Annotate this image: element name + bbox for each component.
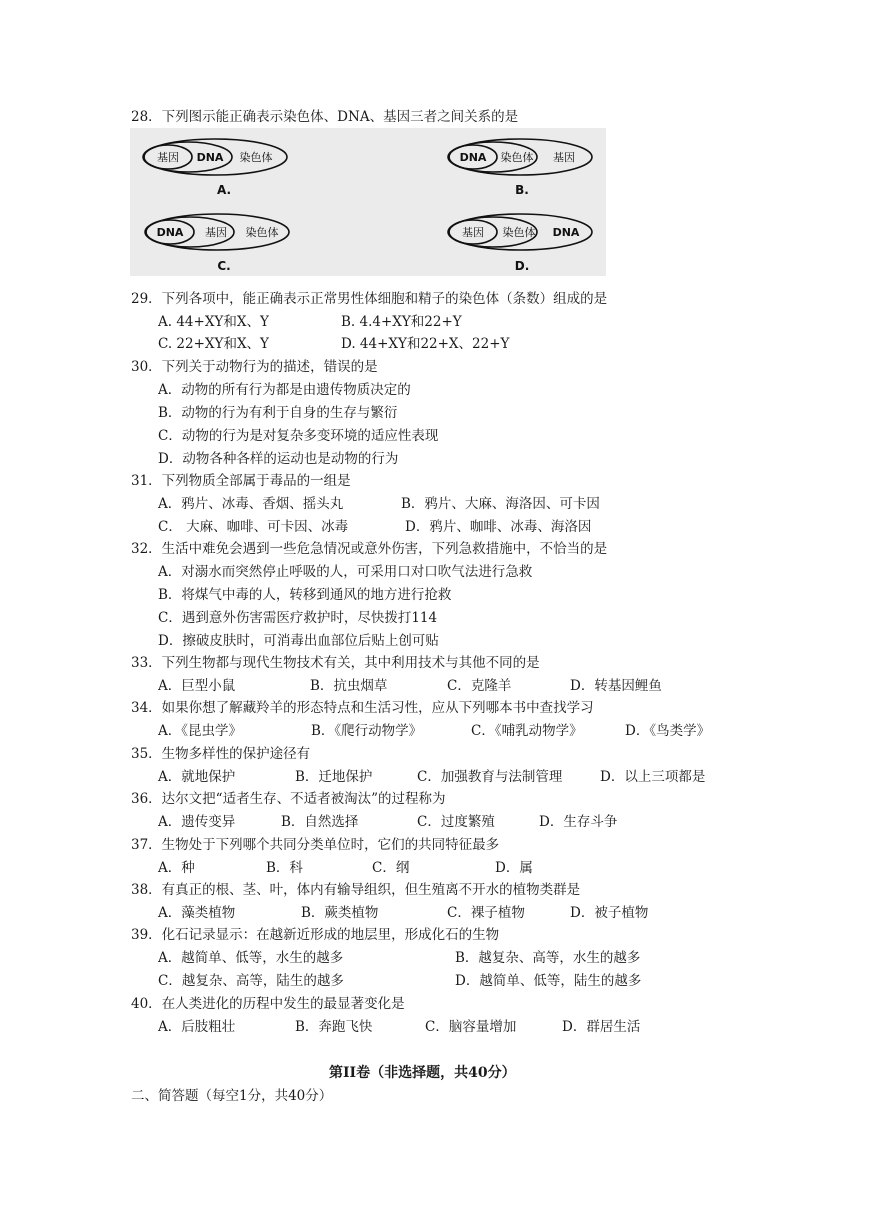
option-label: C. — [217, 259, 231, 273]
question-30-option-c: C．动物的行为是对复杂多变环境的适应性表现 — [158, 428, 439, 444]
question-40-option-b: B．奔跑飞快 — [295, 1019, 373, 1035]
question-30-stem: 30．下列关于动物行为的描述，错误的是 — [131, 359, 378, 375]
question-39-option-c: C．越复杂、高等，陆生的越多 — [158, 973, 344, 989]
question-32-stem: 32．生活中难免会遇到一些危急情况或意外伤害，下列急救措施中，不恰当的是 — [131, 541, 608, 557]
question-32-option-d: D．擦破皮肤时，可消毒出血部位后贴上创可贴 — [158, 633, 439, 649]
question-34-option-b: B．《爬行动物学》 — [311, 723, 423, 739]
inner-label: 基因 — [157, 151, 179, 164]
question-35-option-c: C．加强教育与法制管理 — [417, 769, 563, 785]
question-31-option-c: C． 大麻、咖啡、可卡因、冰毒 — [158, 519, 349, 535]
question-33-option-d: D．转基因鲤鱼 — [570, 678, 662, 694]
question-31-option-b: B．鸦片、大麻、海洛因、可卡因 — [401, 496, 600, 512]
question-36-stem: 36．达尔文把“适者生存、不适者被淘汰”的过程称为 — [131, 791, 446, 807]
question-39-option-a: A．越简单、低等，水生的越多 — [158, 950, 344, 966]
question-28-stem: 28．下列图示能正确表示染色体、DNA、基因三者之间关系的是 — [131, 109, 519, 125]
venn-diagram-svg — [130, 128, 606, 276]
question-32-option-c: C．遇到意外伤害需医疗救护时，尽快拨打114 — [158, 610, 438, 626]
question-38-option-a: A．藻类植物 — [158, 905, 236, 921]
part-2-title: 第II卷（非选择题，共40分） — [329, 1065, 516, 1081]
question-29-option-b: B. 4.4+XY和22+Y — [341, 314, 462, 330]
question-37-option-a: A．种 — [158, 860, 195, 876]
question-35-option-d: D．以上三项都是 — [600, 769, 706, 785]
question-37-option-d: D．属 — [495, 860, 533, 876]
question-34-option-c: C．《哺乳动物学》 — [471, 723, 583, 739]
question-29-stem: 29．下列各项中，能正确表示正常男性体细胞和精子的染色体（条数）组成的是 — [131, 291, 608, 307]
question-37-stem: 37．生物处于下列哪个共同分类单位时，它们的共同特征最多 — [131, 837, 500, 853]
question-40-option-c: C．脑容量增加 — [425, 1019, 517, 1035]
question-36-option-d: D．生存斗争 — [539, 814, 618, 830]
question-36-option-c: C．过度繁殖 — [417, 814, 495, 830]
inner-label: DNA — [459, 151, 487, 164]
question-33-option-c: C．克隆羊 — [447, 678, 512, 694]
question-33-option-b: B．抗虫烟草 — [310, 678, 388, 694]
question-40-stem: 40．在人类进化的历程中发生的最显著变化是 — [131, 996, 405, 1012]
inner-label: DNA — [156, 226, 184, 239]
question-38-stem: 38．有真正的根、茎、叶，体内有输导组织，但生殖离不开水的植物类群是 — [131, 882, 581, 898]
question-40-option-d: D．群居生活 — [562, 1019, 641, 1035]
question-31-stem: 31．下列物质全部属于毒品的一组是 — [131, 473, 351, 489]
question-35-option-b: B．迁地保护 — [295, 769, 373, 785]
middle-label: 染色体 — [500, 151, 534, 164]
outer-label: 染色体 — [239, 151, 273, 164]
question-36-option-b: B．自然选择 — [281, 814, 359, 830]
question-33-option-a: A．巨型小鼠 — [158, 678, 236, 694]
question-37-option-c: C．纲 — [372, 860, 410, 876]
question-30-option-d: D．动物各种各样的运动也是动物的行为 — [158, 451, 399, 467]
question-39-option-d: D．越简单、低等，陆生的越多 — [455, 973, 642, 989]
question-31-option-d: D．鸦片、咖啡、冰毒、海洛因 — [405, 519, 592, 535]
question-38-option-b: B．蕨类植物 — [301, 905, 379, 921]
question-35-stem: 35．生物多样性的保护途径有 — [131, 746, 311, 762]
question-29-option-a: A. 44+XY和X、Y — [158, 314, 269, 330]
question-40-option-a: A．后肢粗壮 — [158, 1019, 236, 1035]
question-32-option-a: A．对溺水而突然停止呼吸的人，可采用口对口吹气法进行急救 — [158, 564, 533, 580]
middle-label: 基因 — [205, 226, 227, 239]
option-label: B. — [515, 183, 529, 197]
question-28-diagram — [130, 128, 606, 276]
question-37-option-b: B．科 — [266, 860, 303, 876]
question-38-option-d: D．被子植物 — [570, 905, 649, 921]
question-33-stem: 33．下列生物都与现代生物技术有关，其中利用技术与其他不同的是 — [131, 655, 540, 671]
outer-label: 基因 — [553, 151, 575, 164]
question-30-option-a: A．动物的所有行为都是由遗传物质决定的 — [158, 382, 411, 398]
outer-label: 染色体 — [245, 226, 279, 239]
diagram-option-b — [448, 139, 592, 197]
question-31-option-a: A．鸦片、冰毒、香烟、摇头丸 — [158, 496, 344, 512]
diagram-option-a — [143, 139, 287, 197]
question-34-option-a: A．《昆虫学》 — [158, 723, 242, 739]
question-34-option-d: D．《鸟类学》 — [625, 723, 711, 739]
question-34-stem: 34．如果你想了解藏羚羊的形态特点和生活习性，应从下列哪本书中查找学习 — [131, 700, 594, 716]
diagram-option-d — [448, 214, 592, 273]
question-39-stem: 39．化石记录显示：在越新近形成的地层里，形成化石的生物 — [131, 927, 500, 943]
question-30-option-b: B．动物的行为有利于自身的生存与繁衍 — [158, 405, 398, 421]
option-label: D. — [514, 259, 530, 273]
diagram-option-c — [145, 214, 289, 273]
question-39-option-b: B．越复杂、高等，水生的越多 — [455, 950, 641, 966]
question-32-option-b: B．将煤气中毒的人，转移到通风的地方进行抢救 — [158, 587, 452, 603]
option-label: A. — [216, 183, 232, 197]
middle-label: DNA — [196, 151, 224, 164]
part-2-heading: 二、简答题（每空1分，共40分） — [131, 1088, 333, 1104]
outer-label: DNA — [552, 226, 580, 239]
question-38-option-c: C．裸子植物 — [447, 905, 525, 921]
question-29-option-d: D. 44+XY和22+X、22+Y — [341, 336, 510, 352]
question-35-option-a: A．就地保护 — [158, 769, 236, 785]
question-29-option-c: C. 22+XY和X、Y — [158, 336, 269, 352]
inner-label: 基因 — [462, 226, 484, 239]
middle-label: 染色体 — [502, 226, 536, 239]
question-36-option-a: A．遗传变异 — [158, 814, 236, 830]
